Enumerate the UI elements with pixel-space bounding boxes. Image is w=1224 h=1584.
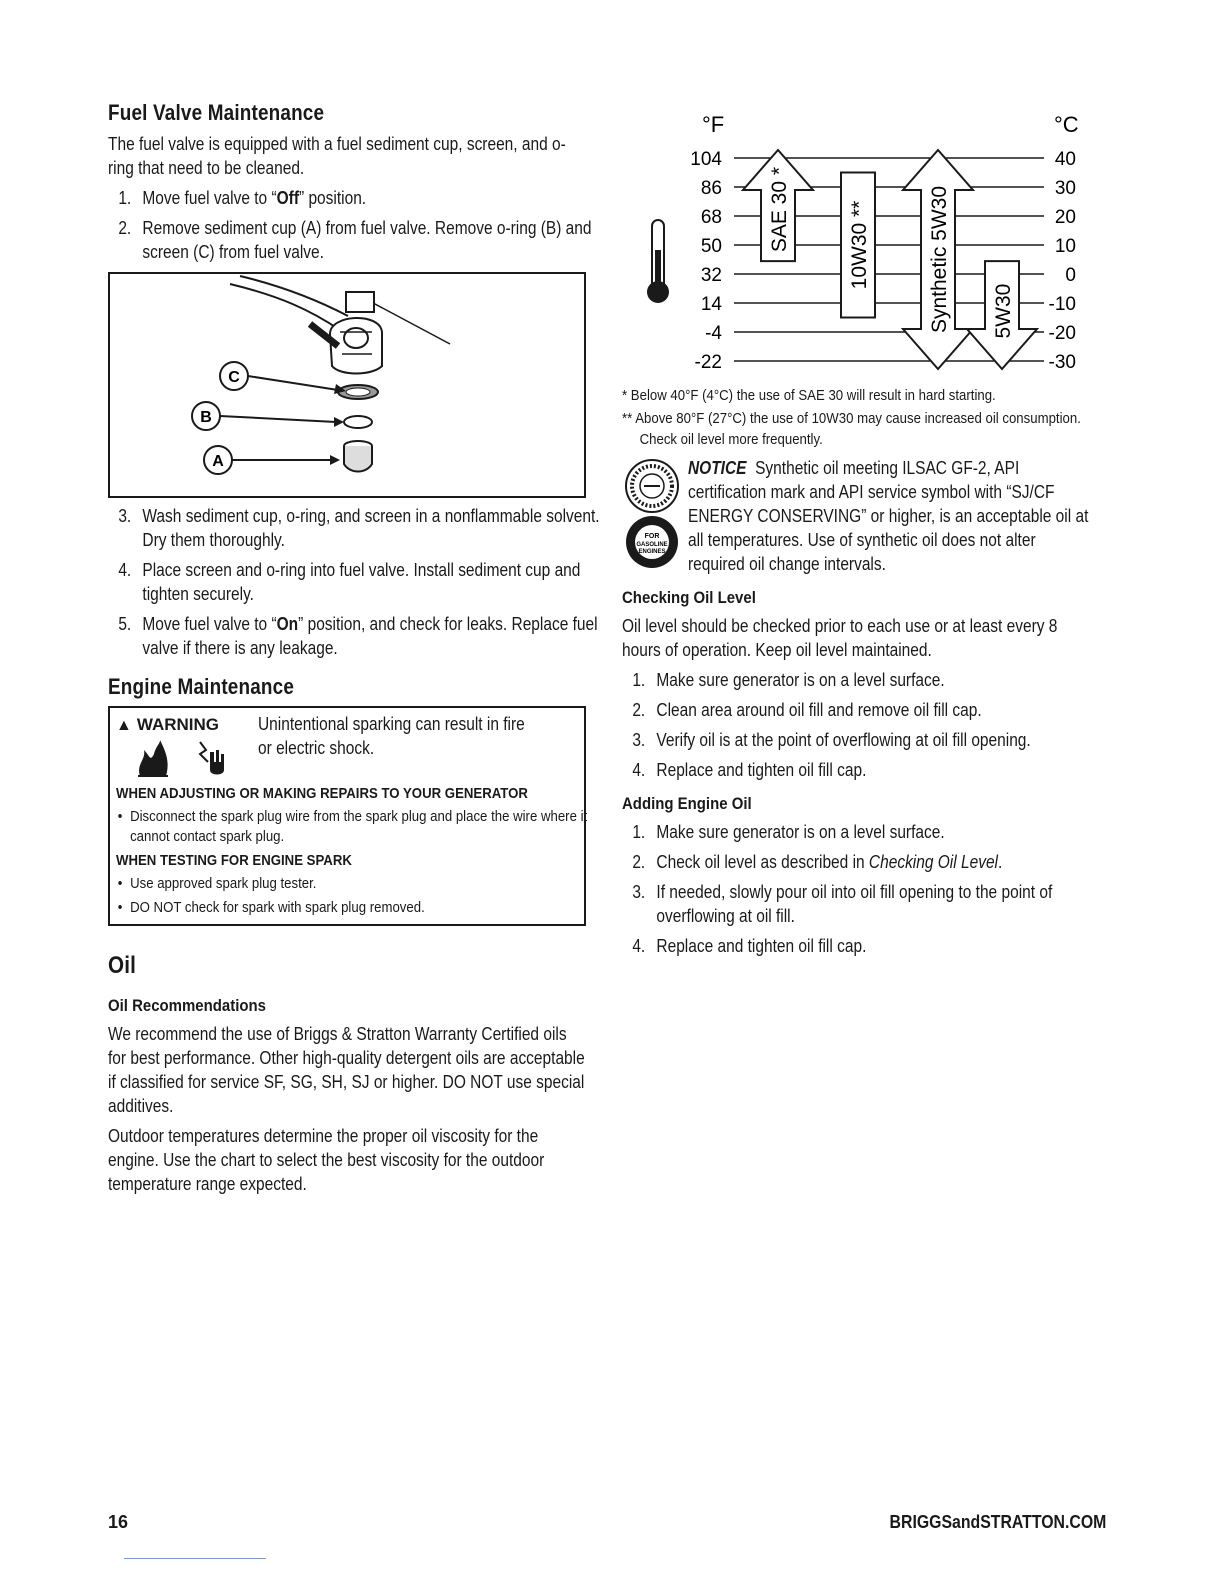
warning-tag: WARNING: [136, 715, 220, 734]
checking-oil-intro: Oil level should be checked prior to each use or at least every 8 hours of operation. Keep oil level maintained.: [622, 616, 1058, 660]
footnote-10w30: ** Above 80°F (27°C) the use of 10W30 may cause increased oil consumption. Check oil level more frequently.: [622, 410, 1081, 448]
fahrenheit-tick-label: 50: [700, 236, 722, 257]
celsius-tick-label: 10: [1054, 236, 1076, 257]
oil-range-label: 10W30 **: [848, 200, 871, 290]
celsius-tick-label: 0: [1065, 265, 1076, 286]
warning-bullet: • Disconnect the spark plug wire from the spark plug and place the wire where it cannot contact spark plug.: [116, 807, 594, 847]
list-item: 3. Verify oil is at the point of overflowing at oil fill opening.: [632, 730, 1031, 750]
celsius-tick-label: -10: [1048, 294, 1076, 315]
list-item: 1. Make sure generator is on a level surface.: [632, 822, 945, 842]
list-item: 3. Wash sediment cup, o-ring, and screen in a nonflammable solvent. Dry them thoroughly.: [118, 506, 600, 550]
fuel-valve-heading: Fuel Valve Maintenance: [108, 100, 325, 125]
list-item: 1. Make sure generator is on a level surface.: [632, 670, 945, 690]
adding-oil-steps: [622, 820, 1092, 958]
checking-oil-heading: Checking Oil Level: [622, 588, 756, 607]
oil-rec-paragraph-2: Outdoor temperatures determine the proper oil viscosity for the engine. Use the chart to select the best viscosity for the outdoor temperature range expected.: [108, 1126, 545, 1194]
fuel-valve-steps-top: [108, 186, 590, 264]
oil-range-label: 5W30: [992, 283, 1015, 339]
warning-box: [108, 706, 586, 926]
celsius-unit-label: °C: [1054, 112, 1079, 137]
warning-bullet: • DO NOT check for spark with spark plug removed.: [116, 898, 594, 918]
right-column: [622, 100, 1092, 964]
fire-icon: [136, 740, 170, 778]
fuel-valve-intro: The fuel valve is equipped with a fuel sediment cup, screen, and o-ring that need to be cleaned.: [108, 134, 566, 178]
footnote-sae30: * Below 40°F (4°C) the use of SAE 30 will result in hard starting.: [622, 387, 996, 404]
oil-viscosity-chart: [622, 100, 1092, 380]
svg-text:FOR: FOR: [644, 533, 660, 540]
electric-shock-icon: [194, 740, 228, 778]
fuel-valve-figure: [108, 272, 586, 498]
fahrenheit-tick-label: -4: [705, 323, 722, 344]
fahrenheit-tick-label: 86: [700, 178, 722, 199]
thermometer-icon: [647, 220, 669, 303]
left-column: [108, 100, 600, 1202]
oil-range-label: SAE 30 *: [768, 166, 791, 253]
fuel-valve-steps-bottom: [108, 504, 600, 660]
svg-text:GASOLINE: GASOLINE: [636, 542, 668, 548]
fahrenheit-tick-label: 32: [700, 265, 722, 286]
warning-icon: ▲: [116, 717, 132, 734]
callout-c: C: [228, 369, 240, 386]
warning-subheading-repairs: WHEN ADJUSTING OR MAKING REPAIRS TO YOUR GENERATOR: [116, 785, 528, 802]
list-item: 4. Place screen and o-ring into fuel valve. Install sediment cup and tighten securely.: [118, 560, 581, 604]
celsius-tick-label: -30: [1048, 352, 1076, 373]
fahrenheit-tick-label: -22: [694, 352, 722, 373]
page-number: 16: [108, 1512, 129, 1532]
fuel-valve-illustration: [110, 274, 584, 496]
list-item: 2. Clean area around oil fill and remove oil fill cap.: [632, 700, 982, 720]
warning-subheading-spark: WHEN TESTING FOR ENGINE SPARK: [116, 852, 352, 869]
list-item: 5. Move fuel valve to “On” position, and check for leaks. Replace fuel valve if there is any leakage.: [118, 614, 598, 658]
callout-a: A: [212, 453, 224, 470]
adding-oil-heading: Adding Engine Oil: [622, 794, 752, 813]
engine-maintenance-heading: Engine Maintenance: [108, 674, 295, 699]
list-item: 4. Replace and tighten oil fill cap.: [632, 936, 867, 956]
oil-range-label: Synthetic 5W30: [928, 185, 951, 334]
list-item: 2. Check oil level as described in Checking Oil Level.: [632, 852, 1003, 872]
notice-text: Synthetic oil meeting ILSAC GF-2, API certification mark and API service symbol with “SJ/CF ENERGY CONSERVING” or higher, is an acceptable oil at all temperatures. Use of synthetic oil does not alter required oil change intervals.: [688, 458, 1089, 574]
checking-oil-steps: [622, 668, 1092, 782]
list-item: 3. If needed, slowly pour oil into oil fill opening to the point of overflowing at oil fill.: [632, 882, 1053, 926]
website-link[interactable]: BRIGGSandSTRATTON.COM: [889, 1512, 1106, 1532]
fahrenheit-tick-label: 104: [690, 149, 722, 170]
warning-bullet: • Use approved spark plug tester.: [116, 874, 594, 894]
oil-heading: Oil: [108, 952, 137, 979]
warning-text: Unintentional sparking can result in fire or electric shock.: [258, 714, 525, 758]
celsius-tick-label: 30: [1054, 178, 1076, 199]
fahrenheit-tick-label: 14: [700, 294, 722, 315]
celsius-tick-label: -20: [1048, 323, 1076, 344]
list-item: 2. Remove sediment cup (A) from fuel valve. Remove o-ring (B) and screen (C) from fuel valve.: [118, 218, 592, 262]
notice-block: [622, 456, 1092, 576]
svg-text:ENGINES: ENGINES: [638, 549, 666, 555]
list-item: 1. Move fuel valve to “Off” position.: [118, 188, 367, 208]
api-service-symbol-icon: [622, 458, 686, 574]
oil-recommendations-heading: Oil Recommendations: [108, 996, 266, 1015]
notice-tag: NOTICE: [688, 458, 747, 478]
fahrenheit-unit-label: °F: [702, 112, 725, 137]
list-item: 4. Replace and tighten oil fill cap.: [632, 760, 867, 780]
callout-b: B: [200, 409, 212, 426]
fahrenheit-tick-label: 68: [700, 207, 722, 228]
celsius-tick-label: 40: [1054, 149, 1076, 170]
oil-rec-paragraph-1: We recommend the use of Briggs & Stratton Warranty Certified oils for best performance. Other high-quality detergent oils are acceptable if classified for service SF, SG, SH, SJ or higher. DO NOT use special additives.: [108, 1024, 585, 1116]
bottom-rule: [124, 1558, 266, 1559]
celsius-tick-label: 20: [1054, 207, 1076, 228]
